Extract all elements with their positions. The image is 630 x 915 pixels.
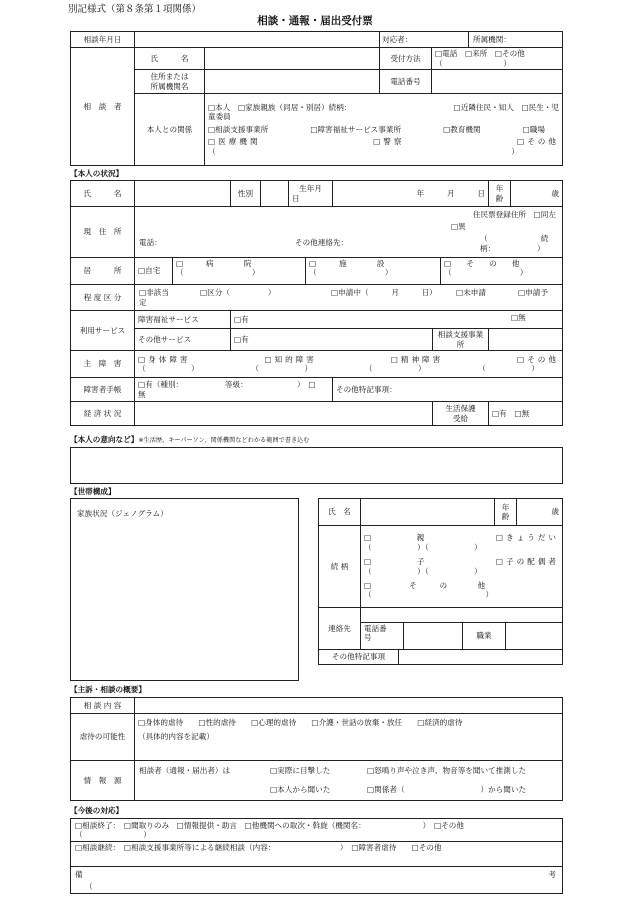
consultant-label: 相 談 者 <box>71 48 135 166</box>
hh-phone-field[interactable] <box>404 623 463 649</box>
service-welfare: 障害福祉サービス <box>135 311 231 329</box>
hh-age-unit[interactable]: 歳 <box>517 499 563 526</box>
person-name-label: 氏 名 <box>71 181 135 207</box>
person-name-field[interactable] <box>135 181 231 207</box>
future-section-heading: 【今後の対応】 <box>70 806 124 815</box>
hh-r2a: □ 子 <box>364 557 425 567</box>
dis-3: □精神障害 <box>390 354 444 364</box>
relation-line-5b: ） <box>511 146 519 156</box>
sex-label: 性別 <box>231 181 261 207</box>
res-hospital-cell[interactable] <box>173 258 306 284</box>
handbook-label: 障害者手帳 <box>71 378 135 402</box>
summary-section-heading: 【主訴・相談の概要】 <box>70 685 146 694</box>
handbook-no: 無 <box>138 389 146 399</box>
source-2: □怒鳴り声や泣き声、物音等を聞いて推測した <box>367 766 527 775</box>
future-cont-line: □相談継続： □相談支援事業所等による継続相談（内容： ） □障害者虐待 □その他 <box>75 843 442 852</box>
residence-label: 居 所 <box>71 258 135 285</box>
method-paren: （ ） <box>435 58 511 68</box>
future-end-paren: （ ） <box>75 830 151 839</box>
dis-2: □知的障害 <box>264 354 317 364</box>
future-end[interactable] <box>71 819 563 842</box>
household-table <box>318 498 563 665</box>
future-notes[interactable] <box>71 867 563 894</box>
handbook-options[interactable] <box>135 378 333 402</box>
dis-4: □その他 <box>517 354 559 364</box>
abuse-options[interactable] <box>135 714 563 761</box>
person-table <box>70 180 563 426</box>
service-yes-2[interactable]: □有 <box>231 329 433 351</box>
hh-contact-label: 連絡先 <box>319 608 361 650</box>
support-office-1: 相談支援事業 <box>437 330 484 340</box>
source-options[interactable] <box>135 761 563 801</box>
hh-age-label-2: 齢 <box>501 512 510 521</box>
abuse-detail: （具体的内容を記載） <box>138 732 214 742</box>
hh-r1b: □きょうだい <box>495 533 560 543</box>
res-facility-paren: （ ） <box>309 268 393 278</box>
level-options[interactable] <box>135 285 563 311</box>
consultant-name-label: 氏 名 <box>135 48 205 70</box>
date-field[interactable] <box>135 32 380 48</box>
address-label-2: 所属機関名 <box>150 81 189 91</box>
resident-diff: □異 <box>451 222 466 231</box>
relation-line-3d: □職場 <box>522 124 545 134</box>
level-4: □未申請 <box>456 288 486 297</box>
res-home[interactable]: □自宅 <box>135 258 173 285</box>
date-label: 相談年月日 <box>71 32 135 48</box>
level-6: 定 <box>139 298 147 307</box>
abuse-opts: □身体的虐待 □性的虐待 □心理的虐待 □介護・世話の放棄・放任 □経済的虐待 <box>138 718 463 727</box>
relation-line-1b: □近隣住民・知人 □民生・児 <box>453 102 559 112</box>
dis-paren-1: （ ） <box>138 364 199 373</box>
welfare-label-1: 生活保護 <box>445 404 476 414</box>
support-office-field[interactable] <box>489 329 563 351</box>
level-1: □非該当 <box>139 288 169 297</box>
hh-other-label: その他特記事項 <box>319 650 399 665</box>
handler-label: 対応者： <box>382 35 413 44</box>
res-other: □ そ の 他 <box>444 259 520 268</box>
hh-relation-label: 続 柄 <box>319 526 361 608</box>
intent-section-heading: 【本人の意向など】 <box>70 435 139 444</box>
service-welfare-options[interactable] <box>231 311 563 329</box>
support-office-2: 所 <box>456 339 465 349</box>
phone-label: 電話番号 <box>380 70 432 94</box>
form-number: 別記様式（第８条第１項関係） <box>68 4 202 15</box>
age-unit[interactable]: 歳 <box>511 181 563 207</box>
address-label-1: 住所または <box>150 72 189 82</box>
source-label: 情 報 源 <box>71 761 135 801</box>
genogram-box[interactable] <box>70 498 299 681</box>
hh-r2p: （ ）（ ） <box>364 566 482 576</box>
method-label: 受付方法 <box>380 48 432 70</box>
future-end-line: □相談終了： □聞取りのみ □情報提供・助言 □他機関への取次・斡旋（機関名： ） □その他 <box>75 820 464 830</box>
res-other-cell[interactable] <box>441 258 531 284</box>
consultant-phone-field[interactable] <box>432 70 563 94</box>
intent-box[interactable] <box>70 447 563 484</box>
dis-paren-4: （ ） <box>478 364 539 373</box>
relation-line-5a: （ <box>208 146 216 156</box>
level-3: □申請中（ 月 日） <box>331 288 437 297</box>
economy-field[interactable] <box>135 402 433 426</box>
hh-job-field[interactable] <box>506 623 562 649</box>
abuse-label: 虐待の可能性 <box>71 714 135 761</box>
address-relation-paren: （ 続 <box>480 234 549 243</box>
summary-table <box>70 697 563 801</box>
level-2: □区分（ ） <box>200 288 276 297</box>
birth-label-2: 日 <box>292 193 300 203</box>
res-facility-cell[interactable] <box>306 258 441 284</box>
relation-options[interactable] <box>205 94 563 166</box>
address-other-contact: その他連絡先： <box>295 238 349 247</box>
birth-field[interactable]: 年 月 日 <box>333 181 489 207</box>
resident-reg: 住民票登録住所 □同左 <box>472 210 556 219</box>
source-1: □実際に目撃した <box>270 766 331 775</box>
level-5: □申請予 <box>518 288 548 297</box>
content-label: 相 談 内 容 <box>71 698 135 714</box>
hh-r2b: □子の配偶者 <box>495 557 560 567</box>
handbook-other[interactable]: その他特記事項： <box>333 378 563 402</box>
method-options[interactable]: □電話 □来所 □その他 <box>435 49 525 59</box>
source-text: 相談者（通報・届出者）は <box>139 766 231 775</box>
source-4: □関係者（ ）から聞いた <box>367 785 527 794</box>
service-other: その他サービス <box>135 329 231 351</box>
agency-label: 所属機関： <box>468 32 511 47</box>
relation-line-3c: □教育機関 <box>443 124 481 134</box>
disability-label: 主 障 害 <box>71 351 135 378</box>
welfare-label-2: 受給 <box>452 413 469 423</box>
future-continue[interactable] <box>71 842 563 867</box>
hh-job-label: 職業 <box>463 623 506 649</box>
age-label-1: 年 <box>495 184 504 194</box>
level-label: 程 度 区 分 <box>71 285 135 311</box>
relation-line-4a: □医療機関 <box>208 137 261 147</box>
address-phone: 電話： <box>139 238 162 247</box>
household-section-heading: 【世帯構成】 <box>70 487 116 496</box>
hh-name-label: 氏 名 <box>319 499 361 526</box>
hh-r3p: （ ） <box>364 590 494 600</box>
welfare-options[interactable]: □有 □無 <box>489 402 563 426</box>
relation-label: 本人との関係 <box>135 94 205 166</box>
service-yes: □有 <box>234 314 249 324</box>
relation-line-4b: □警察 <box>373 137 405 147</box>
age-label-2: 齢 <box>495 193 504 203</box>
disability-options[interactable] <box>135 351 563 378</box>
economy-label: 経 済 状 況 <box>71 402 135 426</box>
form-title: 相談・通報・届出受付票 <box>257 15 373 27</box>
relation-line-3b: □障害福祉サービス事業所 <box>310 124 402 134</box>
content-field[interactable] <box>135 698 563 714</box>
hh-name-field[interactable] <box>361 499 495 526</box>
relation-line-1a: □本人 □家族親族（同居・別居）続柄： <box>208 102 352 112</box>
address-relation-end: 柄： ） <box>480 244 545 253</box>
current-address-field[interactable] <box>135 207 563 258</box>
note-label-2: 考 <box>548 870 556 879</box>
service-no: □無 <box>511 313 526 322</box>
intent-note: ※生活歴、キーパーソン、関係機関などわかる範囲で書き込む <box>138 437 310 444</box>
relation-line-3a: □相談支援事業所 <box>208 124 269 134</box>
genogram-label: 家族状況（ジェノグラム） <box>77 509 168 518</box>
hh-r1p: （ ）（ ） <box>364 542 482 552</box>
service-label: 利用サービス <box>71 311 135 351</box>
hh-phone-label-2: 号 <box>364 633 372 643</box>
hh-other-field[interactable] <box>399 650 563 665</box>
handbook-yes: □有（種別： 等級： ） □ <box>138 380 316 390</box>
res-facility: □ 施 設 <box>309 259 385 268</box>
consultant-address-field[interactable] <box>205 70 380 94</box>
future-table <box>70 818 563 894</box>
dis-paren-3: （ ） <box>364 364 426 373</box>
hh-phone-label <box>361 623 404 649</box>
current-address-label: 現 住 所 <box>71 207 135 258</box>
consultant-table <box>70 31 563 166</box>
hh-age-label-1: 年 <box>501 502 510 512</box>
birth-label-1: 生年月 <box>299 184 322 194</box>
hh-relation-options[interactable] <box>361 526 563 608</box>
note-paren: （ <box>85 882 93 891</box>
res-hospital: □ 病 院 <box>176 259 252 268</box>
dis-paren-2: （ ） <box>251 364 313 373</box>
relation-line-2: 童委員 <box>208 112 231 122</box>
note-label: 備 <box>75 870 83 879</box>
consultant-name-field[interactable] <box>205 48 380 70</box>
hh-r3: □ そ の 他 <box>364 580 486 590</box>
hh-phone-label-1: 電話番 <box>364 624 387 633</box>
dis-1: □身体障害 <box>138 354 191 364</box>
hh-r1a: □ 親 <box>364 533 425 543</box>
relation-line-4c: □その他 <box>517 137 559 147</box>
source-3: □本人から聞いた <box>270 785 331 794</box>
person-section-heading: 【本人の状況】 <box>70 169 124 178</box>
res-hospital-paren: （ ） <box>176 268 260 278</box>
res-other-paren: （ ） <box>444 268 528 278</box>
sex-field[interactable] <box>261 181 289 207</box>
